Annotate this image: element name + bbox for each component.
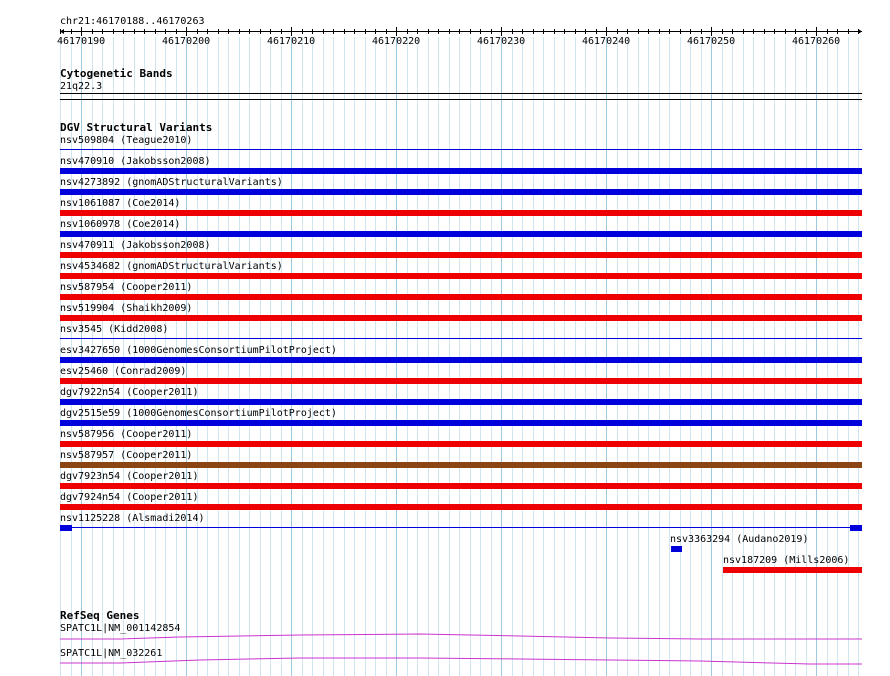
dgv-variant-line[interactable] [60,527,862,528]
cytoband-title: Cytogenetic Bands [60,67,173,80]
ruler-tick-label: 46170240 [582,36,631,47]
dgv-feature-label[interactable]: nsv3363294 (Audano2019) [670,534,809,545]
ruler-tick-label: 46170260 [792,36,841,47]
dgv-variant-bar[interactable] [60,462,862,468]
dgv-variant-label[interactable]: nsv470910 (Jakobsson2008) [60,156,211,167]
ruler-tick-label: 46170190 [57,36,106,47]
dgv-variant-bar[interactable] [850,525,862,531]
dgv-variant-label[interactable]: nsv3545 (Kidd2008) [60,324,169,335]
refseq-title: RefSeq Genes [60,609,140,622]
dgv-variant-bar[interactable] [60,294,862,300]
dgv-variant-bar[interactable] [60,189,862,195]
dgv-variant-bar[interactable] [60,420,862,426]
dgv-variant-bar[interactable] [60,504,862,510]
dgv-variant-bar[interactable] [60,315,862,321]
dgv-variant-label[interactable]: dgv7924n54 (Cooper2011) [60,492,199,503]
ruler-tick-label: 46170250 [687,36,736,47]
ruler-axis [0,0,890,50]
dgv-variant-label[interactable]: nsv519904 (Shaikh2009) [60,303,193,314]
dgv-variant-bar[interactable] [60,168,862,174]
dgv-variant-label[interactable]: dgv7923n54 (Cooper2011) [60,471,199,482]
dgv-feature-bar[interactable] [723,567,862,573]
dgv-variant-line[interactable] [60,149,862,150]
dgv-variant-bar[interactable] [60,378,862,384]
dgv-variant-line[interactable] [60,338,862,339]
gene-model-line [60,634,862,639]
dgv-variant-bar[interactable] [60,399,862,405]
dgv-variant-label[interactable]: nsv587956 (Cooper2011) [60,429,193,440]
dgv-variant-label[interactable]: nsv470911 (Jakobsson2008) [60,240,211,251]
cytoband-label: 21q22.3 [60,81,103,92]
dgv-variant-label[interactable]: nsv509804 (Teague2010) [60,135,193,146]
region-label: chr21:46170188..46170263 [60,16,205,27]
dgv-variant-label[interactable]: dgv7922n54 (Cooper2011) [60,387,199,398]
ruler-arrow [858,29,862,34]
gene-model-line [60,658,862,664]
dgv-title: DGV Structural Variants [60,121,213,134]
dgv-variant-bar[interactable] [60,210,862,216]
dgv-variant-bar[interactable] [60,483,862,489]
ruler-tick-label: 46170210 [267,36,316,47]
dgv-variant-bar[interactable] [60,252,862,258]
dgv-variant-label[interactable]: nsv4273892 (gnomADStructuralVariants) [60,177,283,188]
cytoband-line-bottom [60,99,862,100]
dgv-variant-label[interactable]: esv3427650 (1000GenomesConsortiumPilotProject) [60,345,337,356]
gene-label[interactable]: SPATC1L|NM_032261 [60,648,163,659]
dgv-variant-bar[interactable] [60,441,862,447]
dgv-variant-bar[interactable] [60,231,862,237]
dgv-variant-bar[interactable] [60,525,72,531]
dgv-variant-label[interactable]: nsv4534682 (gnomADStructuralVariants) [60,261,283,272]
ruler-tick-label: 46170230 [477,36,526,47]
dgv-variant-label[interactable]: nsv1125228 (Alsmadi2014) [60,513,205,524]
dgv-variant-label[interactable]: nsv1060978 (Coe2014) [60,219,181,230]
dgv-feature-bar[interactable] [671,546,682,552]
dgv-variant-label[interactable]: nsv587957 (Cooper2011) [60,450,193,461]
dgv-feature-label[interactable]: nsv187209 (Mills2006) [723,555,850,566]
dgv-variant-label[interactable]: esv25460 (Conrad2009) [60,366,187,377]
gene-label[interactable]: SPATC1L|NM_001142854 [60,623,181,634]
dgv-variant-label[interactable]: nsv587954 (Cooper2011) [60,282,193,293]
dgv-variant-bar[interactable] [60,357,862,363]
ruler-tick-label: 46170200 [162,36,211,47]
dgv-variant-bar[interactable] [60,273,862,279]
ruler-tick-label: 46170220 [372,36,421,47]
gene-models [0,620,890,676]
dgv-variant-label[interactable]: nsv1061087 (Coe2014) [60,198,181,209]
dgv-variant-label[interactable]: dgv2515e59 (1000GenomesConsortiumPilotProject) [60,408,337,419]
cytoband-line-top [60,93,862,94]
